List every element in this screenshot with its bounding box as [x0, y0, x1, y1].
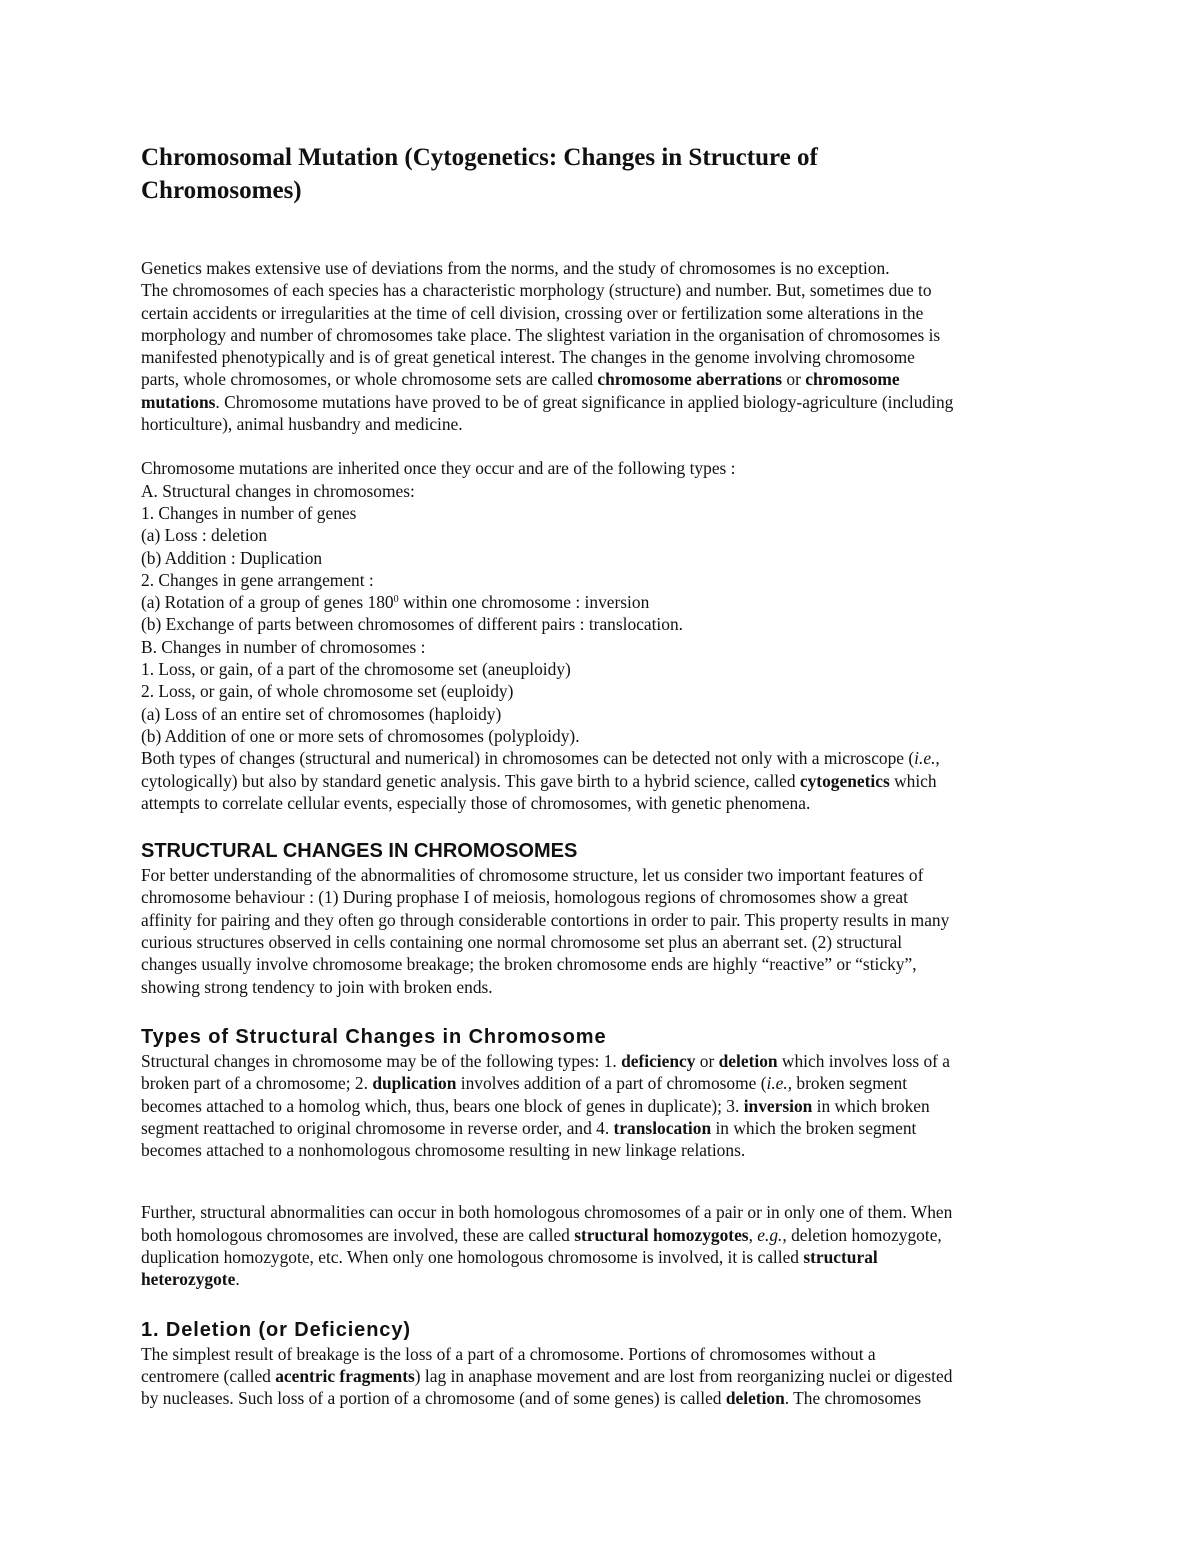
text-run: within one chromosome : inversion [398, 592, 650, 613]
text-run: broken part of a chromosome; 2. [141, 1073, 373, 1094]
text-line [141, 770, 1066, 792]
list-item: 1. Loss, or gain, of a part of the chromosome set (aneuploidy) [141, 659, 571, 680]
text-line: certain accidents or irregularities at the time of cell division, crossing over or fertilization some alterations in the [141, 302, 924, 323]
term-inversion: inversion [743, 1095, 813, 1116]
text-line [141, 1246, 1066, 1268]
term-deficiency: deficiency [621, 1050, 696, 1071]
term-mutations: mutations [141, 391, 216, 412]
title-line: Chromosomal Mutation (Cytogenetics: Changes in Structure of [141, 144, 818, 171]
text-run: parts, whole chromosomes, or whole chromosome sets are called [141, 369, 598, 390]
text-run: (a) Rotation of a group of genes 180 [141, 592, 394, 613]
term-duplication: duplication [372, 1073, 457, 1094]
list-item [141, 591, 1066, 613]
list-item: (b) Addition of one or more sets of chromosomes (polyploidy). [141, 725, 580, 746]
text-run: ) lag in anaphase movement and are lost from reorganizing nuclei or digested [414, 1365, 953, 1386]
intro-paragraph [141, 257, 1066, 435]
deletion-paragraph [141, 1343, 1066, 1410]
text-line: Chromosome mutations are inherited once they occur and are of the following types : [141, 458, 736, 479]
text-run: Both types of changes (structural and numerical) in chromosomes can be detected not only with a microscope ( [141, 748, 915, 769]
text-run: deletion homozygote, [786, 1224, 942, 1245]
text-run: in which broken [812, 1095, 930, 1116]
mutation-types-list [141, 457, 1066, 814]
degree-superscript: 0 [393, 594, 399, 606]
text-line [141, 1117, 1066, 1139]
term-heterozygote: heterozygote [141, 1269, 236, 1290]
text-run: or [782, 369, 806, 390]
text-line: changes usually involve chromosome breakage; the broken chromosome ends are highly “reactive” or “sticky”, [141, 954, 917, 975]
term-deletion: deletion [718, 1050, 778, 1071]
text-run: . The chromosomes [784, 1388, 922, 1409]
text-line [141, 1224, 1066, 1246]
term-acentric-fragments: acentric fragments [275, 1365, 415, 1386]
term-structural: structural [803, 1246, 878, 1267]
text-line: morphology and number of chromosomes take place. The slightest variation in the organisation of chromosomes is [141, 324, 941, 345]
further-paragraph [141, 1201, 1066, 1290]
text-line: affinity for pairing and they often go through considerable contortions in order to pair. This property results in many [141, 909, 950, 930]
text-run: Structural changes in chromosome may be of the following types: 1. [141, 1050, 622, 1071]
text-run: in which the broken segment [711, 1117, 917, 1138]
text-line: becomes attached to a nonhomologous chromosome resulting in new linkage relations. [141, 1140, 746, 1161]
text-line: The chromosomes of each species has a characteristic morphology (structure) and number. But, sometimes due to [141, 280, 932, 301]
text-line: The simplest result of breakage is the loss of a part of a chromosome. Portions of chromosomes without a [141, 1343, 876, 1364]
term-cytogenetics: cytogenetics [799, 770, 890, 791]
text-run: segment reattached to original chromosome in reverse order, and 4. [141, 1117, 614, 1138]
list-item: (a) Loss of an entire set of chromosomes (haploidy) [141, 703, 502, 724]
text-run: or [695, 1050, 719, 1071]
text-run: cytologically) but also by standard genetic analysis. This gave birth to a hybrid science, called [141, 770, 800, 791]
types-paragraph [141, 1050, 1066, 1161]
term-chromosome: chromosome [805, 369, 900, 390]
text-line: showing strong tendency to join with broken ends. [141, 976, 493, 997]
text-line [141, 1095, 1066, 1117]
term-chromosome-aberrations: chromosome aberrations [597, 369, 783, 390]
text-line [141, 1268, 1066, 1290]
text-run: involves addition of a part of chromosome ( [456, 1073, 767, 1094]
text-run: becomes attached to a homolog which, thus, bears one block of genes in duplicate); 3. [141, 1095, 744, 1116]
text-line [141, 1365, 1066, 1387]
list-item: 2. Loss, or gain, of whole chromosome set (euploidy) [141, 681, 514, 702]
text-run: which [889, 770, 937, 791]
text-run: . Chromosome mutations have proved to be of great significance in applied biology-agriculture (including [215, 391, 954, 412]
document-title [141, 141, 1066, 207]
text-line: Genetics makes extensive use of deviations from the norms, and the study of chromosomes is no exception. [141, 258, 890, 278]
text-line: For better understanding of the abnormalities of chromosome structure, let us consider two important features of [141, 865, 924, 886]
text-line [141, 1387, 1066, 1409]
text-run: , [748, 1224, 758, 1245]
list-item: (a) Loss : deletion [141, 525, 268, 546]
text-line: Further, structural abnormalities can occur in both homologous chromosomes of a pair or in only one of them. When [141, 1202, 953, 1223]
text-line [141, 1072, 1066, 1094]
list-item: (b) Exchange of parts between chromosomes of different pairs : translocation. [141, 614, 683, 635]
document-page [141, 141, 1066, 1409]
section-heading-types: Types of Structural Changes in Chromosome [141, 1025, 607, 1048]
text-run: duplication homozygote, etc. When only one homologous chromosome is involved, it is called [141, 1246, 804, 1267]
text-line: attempts to correlate cellular events, especially those of chromosomes, with genetic phenomena. [141, 792, 811, 813]
text-line: manifested phenotypically and is of great genetical interest. The changes in the genome involving chromosome [141, 347, 915, 368]
text-run: centromere (called [141, 1365, 276, 1386]
text-run: by nucleases. Such loss of a portion of a chromosome (and of some genes) is called [141, 1388, 726, 1409]
italic-run: i.e., [914, 748, 940, 769]
text-run: both homologous chromosomes are involved, these are called [141, 1224, 575, 1245]
list-item: 1. Changes in number of genes [141, 502, 357, 523]
text-line: chromosome behaviour : (1) During prophase I of meiosis, homologous regions of chromosomes show a great [141, 887, 908, 908]
term-structural-homozygotes: structural homozygotes [574, 1224, 749, 1245]
text-line [141, 368, 1066, 390]
text-line [141, 391, 1066, 413]
term-deletion: deletion [725, 1388, 785, 1409]
list-item: 2. Changes in gene arrangement : [141, 569, 374, 590]
list-item: (b) Addition : Duplication [141, 547, 323, 568]
term-translocation: translocation [613, 1117, 712, 1138]
italic-run: i.e., [766, 1073, 793, 1094]
text-run: broken segment [792, 1073, 908, 1094]
text-line: curious structures observed in cells containing one normal chromosome set plus an aberrant set. (2) structural [141, 932, 903, 953]
text-run: . [235, 1269, 240, 1290]
section-heading-deletion: 1. Deletion (or Deficiency) [141, 1318, 411, 1341]
text-line [141, 747, 1066, 769]
structural-paragraph [141, 864, 1066, 998]
italic-run: e.g., [757, 1224, 787, 1245]
title-line: Chromosomes) [141, 177, 302, 204]
section-heading-structural: STRUCTURAL CHANGES IN CHROMOSOMES [141, 840, 578, 863]
list-item: A. Structural changes in chromosomes: [141, 480, 415, 501]
text-line [141, 1050, 1066, 1072]
text-line: horticulture), animal husbandry and medicine. [141, 414, 463, 435]
text-run: which involves loss of a [777, 1050, 951, 1071]
list-item: B. Changes in number of chromosomes : [141, 636, 426, 657]
